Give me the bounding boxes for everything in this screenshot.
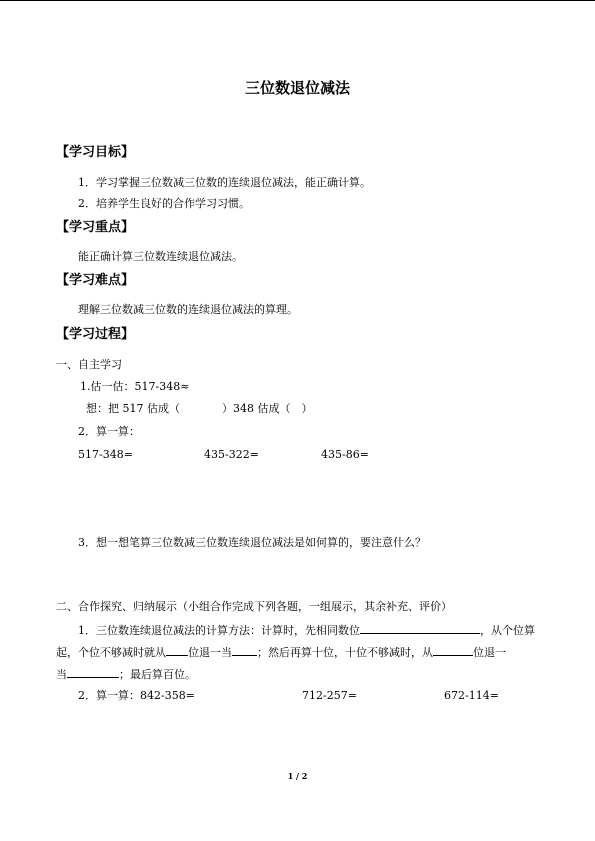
calc-expression-6: 672-114=: [444, 689, 499, 702]
page-number: 1 / 2: [287, 771, 308, 781]
method-text-3: 起，个位不够减时就从: [56, 646, 166, 659]
difficult-point-text: 理解三位数减三位数的连续退位减法的算理。: [78, 303, 298, 316]
answer-blank-2[interactable]: [166, 644, 188, 656]
think-question: 3．想一想笔算三位数减三位数连续退位减法是如何算的，要注意什么？: [78, 536, 426, 549]
answer-blank-4[interactable]: [433, 644, 473, 656]
think-line: [86, 402, 313, 416]
calc-expression-1: 517-348=: [78, 448, 133, 461]
method-text-6: 位退一: [473, 646, 506, 659]
part2-heading: 二、合作探究、归纳展示（小组合作完成下列各题，一组展示，其余补充、评价）: [56, 600, 452, 613]
section-heading-key: 【学习重点】: [56, 220, 135, 235]
top-border-line: [0, 0, 595, 1]
think-part-c: ）: [301, 402, 313, 415]
calc-label-2: [78, 689, 195, 703]
calc-expression-5: 712-257=: [302, 689, 357, 702]
answer-blank-1[interactable]: [360, 622, 480, 634]
think-part-b: ）348 估成（: [222, 402, 291, 415]
estimate-line: 1.估一估：517-348≈: [80, 380, 190, 393]
section-heading-difficult: 【学习难点】: [56, 273, 135, 288]
method-line-1: [78, 622, 535, 638]
method-text-5: ；然后再算十位，十位不够减时，从: [257, 646, 433, 659]
think-part-a: 想：把 517 估成（: [86, 402, 180, 415]
answer-blank-3[interactable]: [232, 644, 257, 656]
calc-label-1: 2．算一算：: [78, 425, 140, 438]
calc-label-2-text: 2．算一算：: [78, 689, 140, 702]
method-line-2: [56, 644, 506, 660]
method-text-7: 当: [56, 668, 67, 681]
part1-heading: 一、自主学习: [56, 358, 122, 371]
calc-expression-4: 842-358=: [140, 689, 195, 702]
method-text-8: ；最后算百位。: [119, 668, 196, 681]
goal-item-1: 1．学习掌握三位数减三位数的连续退位减法，能正确计算。: [78, 176, 371, 189]
method-text-4: 位退一当: [188, 646, 232, 659]
calc-expression-2: 435-322=: [204, 448, 259, 461]
key-point-text: 能正确计算三位数连续退位减法。: [78, 250, 243, 263]
calc-expression-3: 435-86=: [321, 448, 369, 461]
method-text-2: ，从个位算: [480, 624, 535, 637]
section-heading-process: 【学习过程】: [56, 327, 135, 342]
answer-blank-5[interactable]: [67, 666, 119, 678]
section-heading-goals: 【学习目标】: [56, 145, 135, 160]
method-line-3: [56, 666, 196, 682]
goal-item-2: 2．培养学生良好的合作学习习惯。: [78, 197, 250, 210]
method-text-1: 1．三位数连续退位减法的计算方法：计算时，先相同数位: [78, 624, 360, 637]
page-title: 三位数退位减法: [244, 79, 350, 97]
